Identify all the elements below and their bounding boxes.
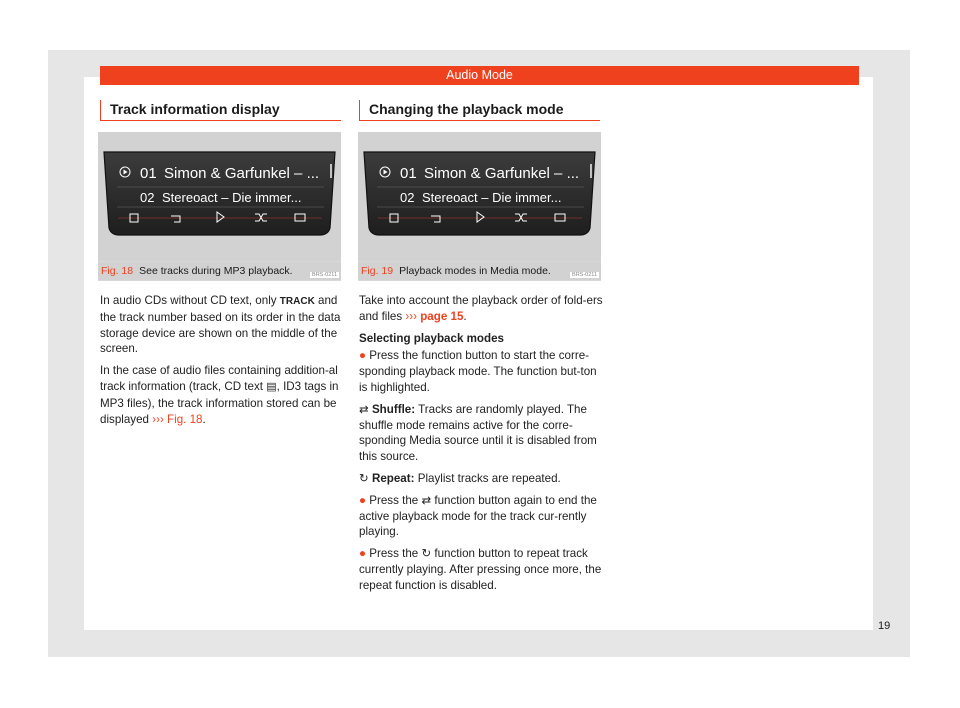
left-para-1	[100, 293, 342, 357]
bullet-1	[359, 348, 604, 395]
title-rule	[359, 120, 600, 121]
left-para-2a: In the case of audio files containing addition-al track information (track, CD text	[100, 364, 338, 393]
repeat-text: Playlist tracks are repeated.	[414, 471, 561, 485]
repeat-icon: ↻	[359, 471, 369, 485]
shuffle-text: Tracks are randomly played. The shuffle mode remains active for the corre-sponding Media source until it is disabled from this source.	[359, 402, 597, 464]
fig19-line1-text: Simon & Garfunkel – ...	[424, 165, 580, 182]
bullet-icon: ●	[359, 547, 367, 561]
left-para-1b: and the track number based on its order in the data storage device are shown on the middle of the screen.	[100, 294, 341, 356]
chapter-header: Audio Mode	[100, 66, 859, 85]
ref-arrows: ›››	[405, 309, 417, 323]
figure-19	[358, 132, 601, 280]
left-para-2b: , ID3 tags in MP3 files), the track information stored can be displayed	[100, 379, 339, 426]
subheading: Selecting playback modes	[359, 331, 504, 345]
title-rule	[100, 120, 341, 121]
bullet-icon: ●	[359, 349, 367, 363]
fig18-line1-num: 01	[140, 165, 157, 182]
fig18-caption	[98, 261, 341, 281]
repeat-item	[359, 471, 604, 487]
right-body	[359, 293, 604, 600]
shuffle-item	[359, 402, 604, 465]
shuffle-icon: ⇄	[421, 493, 432, 507]
fig18-label: Fig. 18	[101, 265, 134, 277]
bullet-2b: function button again to end the active playback mode for the track cur-rently playing.	[359, 493, 597, 539]
figure-18	[98, 132, 341, 280]
left-para-2-end: .	[202, 412, 206, 426]
left-para-1a: In audio CDs without CD text, only	[100, 294, 280, 307]
fig18-caption-text: See tracks during MP3 playback.	[139, 265, 293, 277]
fig19-line2-text: Stereoact – Die immer...	[422, 190, 562, 205]
repeat-icon: ↻	[421, 547, 432, 561]
fig19-caption	[358, 261, 601, 281]
left-body	[100, 293, 342, 433]
fig19-caption-text: Playback modes in Media mode.	[399, 265, 551, 277]
right-intro-a: Take into account the playback order of fold-ers and files	[359, 294, 603, 323]
fig18-link[interactable]: Fig. 18	[163, 412, 203, 426]
fig19-label: Fig. 19	[361, 265, 394, 277]
section-title-track-info: Track information display	[100, 100, 280, 120]
bullet-3a: Press the	[369, 547, 422, 561]
cd-text-icon: ▤	[266, 380, 277, 393]
repeat-label: Repeat:	[371, 471, 415, 485]
fig18-line1-text: Simon & Garfunkel – ...	[164, 165, 320, 182]
bullet-icon: ●	[359, 493, 367, 507]
left-para-2	[100, 363, 342, 427]
bullet-3b: function button to repeat track currently playing. After pressing once more, the repeat function is disabled.	[359, 547, 602, 592]
shuffle-label: Shuffle:	[371, 402, 416, 416]
shuffle-icon: ⇄	[359, 402, 369, 416]
fig18-line2-num: 02	[140, 190, 155, 205]
fig19-line1-num: 01	[400, 165, 417, 182]
bullet-2a: Press the	[369, 493, 422, 507]
fig18-line2-text: Stereoact – Die immer...	[162, 190, 302, 205]
page15-link[interactable]: page 15	[417, 309, 464, 323]
right-intro	[359, 293, 604, 325]
bullet-2	[359, 493, 604, 540]
fig18-code: BRS-0211	[312, 272, 337, 278]
page-number: 19	[878, 620, 891, 632]
fig19-code: BRS-0211	[572, 272, 597, 278]
right-intro-end: .	[463, 309, 467, 323]
ref-arrows: ›››	[152, 412, 164, 426]
bullet-3	[359, 546, 604, 593]
fig19-line2-num: 02	[400, 190, 415, 205]
bullet-1-text: Press the function button to start the corre-sponding playback mode. The function but-ton is highlighted.	[359, 349, 597, 394]
section-title-playback: Changing the playback mode	[359, 100, 563, 120]
track-label: TRACK	[279, 296, 315, 307]
